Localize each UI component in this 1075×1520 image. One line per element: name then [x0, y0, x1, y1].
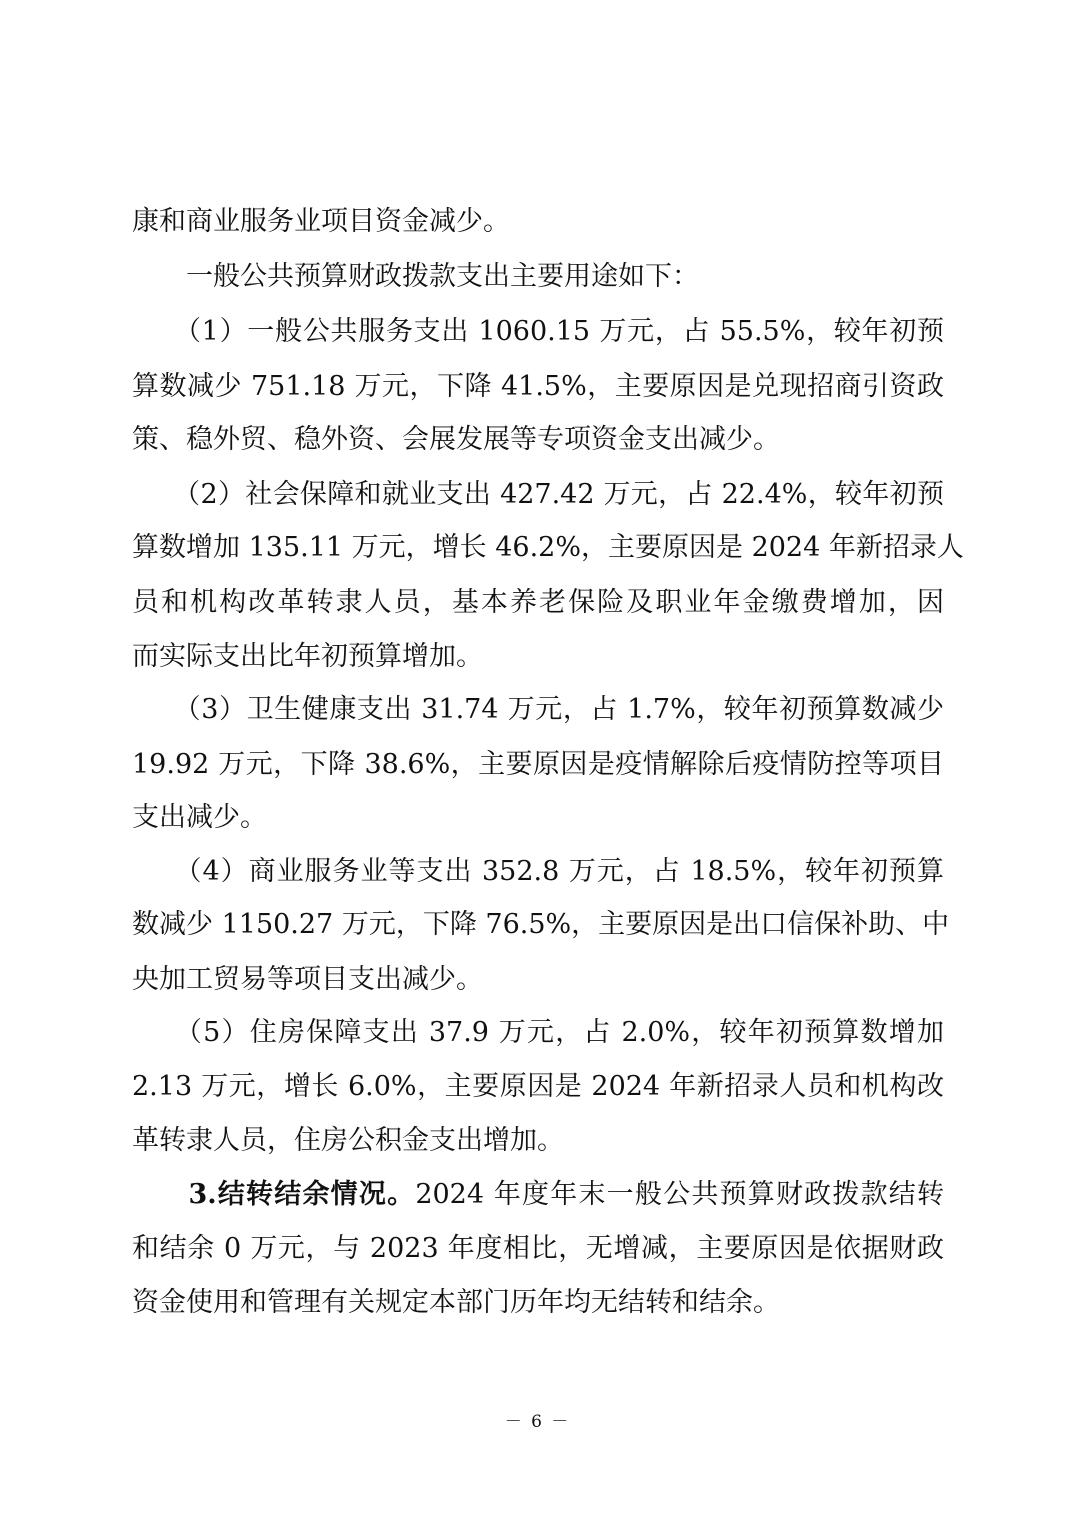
body-line: 2.13 万元，增长 6.0%，主要原因是 2024 年新招录人员和机构改: [132, 1071, 944, 1102]
body-line: 康和商业服务业项目资金减少。: [132, 206, 510, 237]
body-line: 算数增加 135.11 万元，增长 46.2%，主要原因是 2024 年新招录人: [132, 532, 964, 563]
body-line: 支出减少。: [132, 802, 267, 833]
body-line: 和结余 0 万元，与 2023 年度相比，无增减，主要原因是依据财政: [132, 1233, 944, 1264]
body-line: 而实际支出比年初预算增加。: [132, 641, 483, 672]
body-line: 算数减少 751.18 万元，下降 41.5%，主要原因是兑现招商引资政: [132, 371, 944, 402]
body-line: （4）商业服务业等支出 352.8 万元，占 18.5%，较年初预算: [132, 856, 944, 887]
body-line: 数减少 1150.27 万元，下降 76.5%，主要原因是出口信保补助、中: [132, 909, 950, 940]
body-line: 资金使用和管理有关规定本部门历年均无结转和结余。: [132, 1287, 780, 1318]
body-line: 央加工贸易等项目支出减少。: [132, 964, 483, 995]
body-line: 19.92 万元，下降 38.6%，主要原因是疫情解除后疫情防控等项目: [132, 749, 944, 780]
body-line: 一般公共预算财政拨款支出主要用途如下：: [132, 261, 699, 292]
section-3-first-line: [132, 1175, 944, 1215]
body-line: （2）社会保障和就业支出 427.42 万元，占 22.4%，较年初预: [132, 479, 944, 510]
body-line: （1）一般公共服务支出 1060.15 万元，占 55.5%，较年初预: [132, 316, 944, 347]
page-number: － 6 －: [504, 1412, 571, 1432]
body-line: （3）卫生健康支出 31.74 万元，占 1.7%，较年初预算数减少: [132, 694, 944, 725]
body-line: （5）住房保障支出 37.9 万元，占 2.0%，较年初预算数增加: [132, 1017, 944, 1048]
body-line: 员和机构改革转隶人员，基本养老保险及职业年金缴费增加，因: [132, 587, 944, 618]
section-3-indent: [132, 1179, 188, 1210]
section-3-line1-text: 2024 年度年末一般公共预算财政拨款结转: [415, 1179, 945, 1210]
body-line: 革转隶人员，住房公积金支出增加。: [132, 1125, 564, 1156]
body-line: 策、稳外贸、稳外资、会展发展等专项资金支出减少。: [132, 424, 780, 455]
section-3-heading: 3.结转结余情况。: [188, 1179, 416, 1210]
